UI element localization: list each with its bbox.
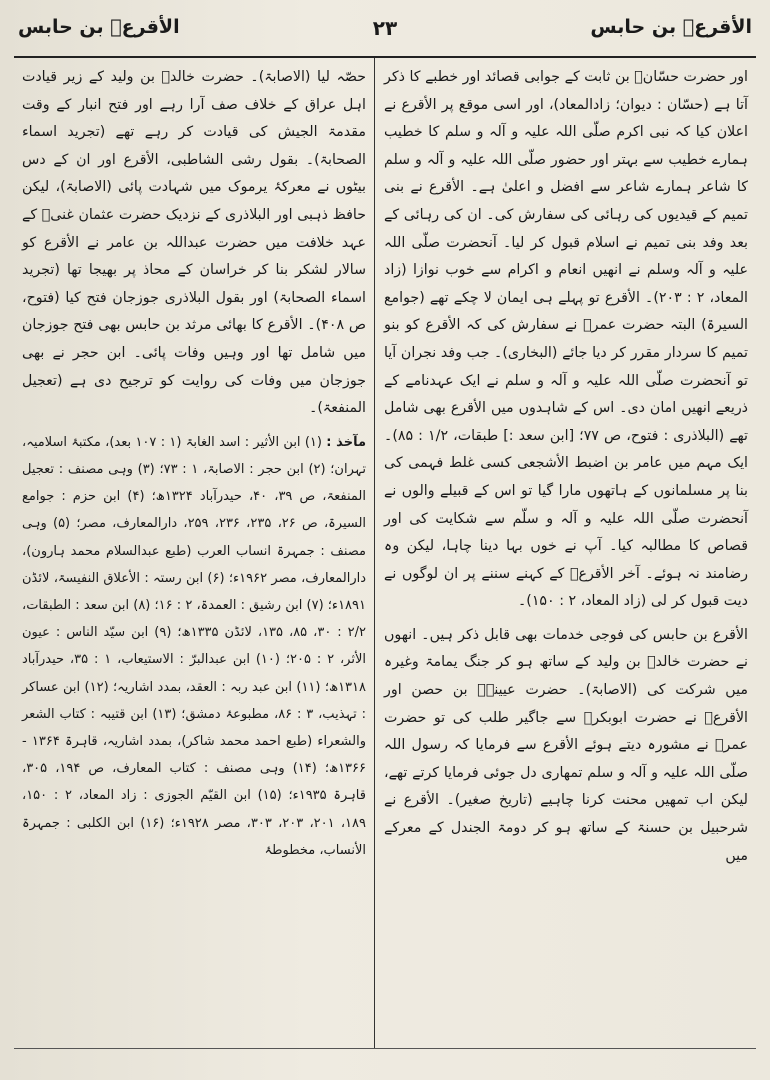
- left-column: [22, 64, 366, 1044]
- right-column-paragraph-2: الأقرع بن حابس کی فوجی خدمات بھی قابل ذکر ہیں۔ انھوں نے حضرت خالدؓ بن ولید کے ساتھ ہو کر جنگ یمامۃ وغیرہ میں شرکت کی (الاصابۃ)۔ حضرت عیینۃؓ بن حصن اور الأقرعؓ نے حضرت ابوبکرؓ سے جاگیر طلب کی تو حضرت عمرؓ نے مشورہ دیتے ہوئے الأقرع سے فرمایا کہ رسول اللہ صلّی اللہ علیہ و آلہ و سلم تمھاری دل جوئی فرمایا کرتے تھے، لیکن اب تمھیں محنت کرنا چاہیے (تاریخ صغیر)۔ الأقرع نے شرحبیل بن حسنۃ کے ساتھ ہو کر دومۃ الجندل کے معرکے میں: [384, 626, 748, 864]
- right-column-paragraph-1: اور حضرت حسّانؓ بن ثابت کے جوابی قصائد اور خطبے کا ذکر آتا ہے (حسّان : دیوان؛ زادالمعاد)، اور اسی موقع پر الأقرع نے اعلان کیا کہ نبی اکرم صلّی اللہ علیہ و آلہ و سلم کا خطیب ہمارے خطیب سے بہتر اور حضور صلّی اللہ علیہ و آلہ و سلم کا شاعر ہمارے شاعر سے افضل و اعلیٰ ہے۔ الأقرع نے بنی تمیم کے قیدیوں کی رہائی کی سفارش کی۔ ان کی رہائی کے بعد وفد بنی تمیم نے اسلام قبول کر لیا۔ آنحضرت صلّی اللہ علیہ و آلہ وسلم نے انھیں انعام و اکرام سے خوب نوازا (زاد المعاد، ۲ : ۲۰۳)۔ الأقرع تو پہلے ہی ایمان لا چکے تھے (جوامع السیرۃ) البتہ حضرت عمرؓ نے سفارش کی کہ الأقرع کو بنو تمیم کا سردار مقرر کر دیا جائے (البخاری)۔ جب وفد نجران آیا تو آنحضرت صلّی اللہ علیہ و آلہ و سلم نے ایک عہدنامے کے ذریعے انھیں امان دی۔ اس کے شاہدوں میں الأقرع بھی شامل تھے (البلاذری : فتوح، ص ۷۷؛ [ابن سعد :] طبقات، ۱/۲ : ۸۵)۔ ایک مہم میں عامر بن اضبط الأشجعی کسی غلط فہمی کی بنا پر مسلمانوں کے ہاتھوں مارا گیا تو اس کے قبیلے والوں نے آنحضرت صلّی اللہ علیہ و آلہ و سلّم سے شکایت کی اور قصاص کا مطالبہ کیا۔ آپ نے خوں بہا دینا چاہا، لیکن وہ رضامند نہ ہوئے۔ آخر الأقرعؓ کے کہنے سننے پر ان لوگوں نے دیت قبول کر لی (زاد المعاد، ۲ : ۱۵۰)۔: [384, 69, 749, 610]
- sources-section: [22, 429, 366, 864]
- left-column-paragraph-1: حصّہ لیا (الاصابۃ)۔ حضرت خالدؓ بن ولید کے زیر قیادت اہل عراق کے خلاف صف آرا رہے اور فتح انبار کے وقت مقدمۃ الجیش کی قیادت کر رہے تھے (تجرید اسماء الصحابۃ)۔ بقول رشی الشاطبی، الأقرع اور ان کے دس بیٹوں نے معرکۂ یرموک میں شہادت پائی (الاصابۃ)، لیکن حافظ ذہبی اور البلاذری کے نزدیک حضرت عثمان غنیؓ کے عہد خلافت میں حضرت عبداللہ بن عامر نے الأقرع کو سالار لشکر بنا کر خراسان کے محاذ پر بھیجا تھا (تجرید اسماء الصحابۃ) اور بقول البلاذری جوزجان فتح کیا (فتوح، ص ۴۰۸)۔ الأقرع کا بھائی مرثد بن حابس بھی فتح جوزجان میں شامل تھا اور وہیں وفات پائی۔ ابن حجر نے بھی جوزجان میں وفات کی روایت کو ترجیح دی ہے (تعجیل المنفعۃ)۔: [22, 69, 366, 417]
- running-title-right: الأقرعؓ بن حابس: [590, 16, 752, 38]
- header-rule: [14, 56, 756, 58]
- sources-title: مآخذ :: [326, 434, 366, 450]
- column-divider: [374, 58, 375, 1048]
- page-header: [18, 14, 752, 48]
- footer-rule: [14, 1048, 756, 1049]
- right-column: [384, 64, 748, 1044]
- sources-text: (۱) ابن الأثیر : اسد الغابۃ (۱ : ۱۰۷ بعد)، مکتبۂ اسلامیہ، تہران؛ (۲) ابن حجر : الاصابۃ، ۱ : ۷۳؛ (۳) وہی مصنف : تعجیل المنفعۃ، ص ۳۹، ۴۰، حیدرآباد ۱۳۲۴ھ؛ (۴) ابن حزم : جوامع السیرۃ، ص ۲۶، ۲۳۵، ۲۳۶، ۲۵۹، دارالمعارف، مصر؛ (۵) وہی مصنف : جمہرۃ انساب العرب (طبع عبدالسلام محمد ہارون)، دارالمعارف، مصر ۱۹۶۲ء؛ (۶) ابن رستہ : الأعلاق النفیسۃ، لائڈن ۱۸۹۱ء؛ (۷) ابن رشیق : العمدۃ، ۲ : ۱۶؛ (۸) ابن سعد : الطبقات، ۲/۲ : ۳۰، ۸۵، ۱۳۵، لائڈن ۱۳۳۵ھ؛ (۹) ابن سیّد الناس : عیون الأثر، ۲ : ۲۰۵؛ (۱۰) ابن عبدالبرّ : الاستیعاب، ۱ : ۳۵، حیدرآباد ۱۳۱۸ھ؛ (۱۱) ابن عبد ربہ : العقد، بمدد اشاریہ؛ (۱۲) ابن عساکر : تہذیب، ۳ : ۸۶، مطبوعۂ دمشق؛ (۱۳) ابن قتیبہ : کتاب الشعر والشعراء (طبع احمد محمد شاکر)، بمدد اشاریہ، قاہرۃ ۱۳۶۴ - ۱۳۶۶ھ؛ (۱۴) وہی مصنف : کتاب المعارف، ص ۱۹۴، ۳۰۵، قاہرۃ ۱۹۳۵ء؛ (۱۵) ابن القیّم الجوزی : زاد المعاد، ۲ : ۱۵۰، ۱۸۹، ۲۰۱، ۲۰۳، ۳۰۳، مصر ۱۹۲۸ء؛ (۱۶) ابن الکلبی : جمہرۃ الأنساب، مخطوطۂ: [22, 434, 367, 858]
- running-title-left: الأقرعؓ بن حابس: [18, 16, 180, 38]
- page-number: ۲۳: [372, 16, 398, 40]
